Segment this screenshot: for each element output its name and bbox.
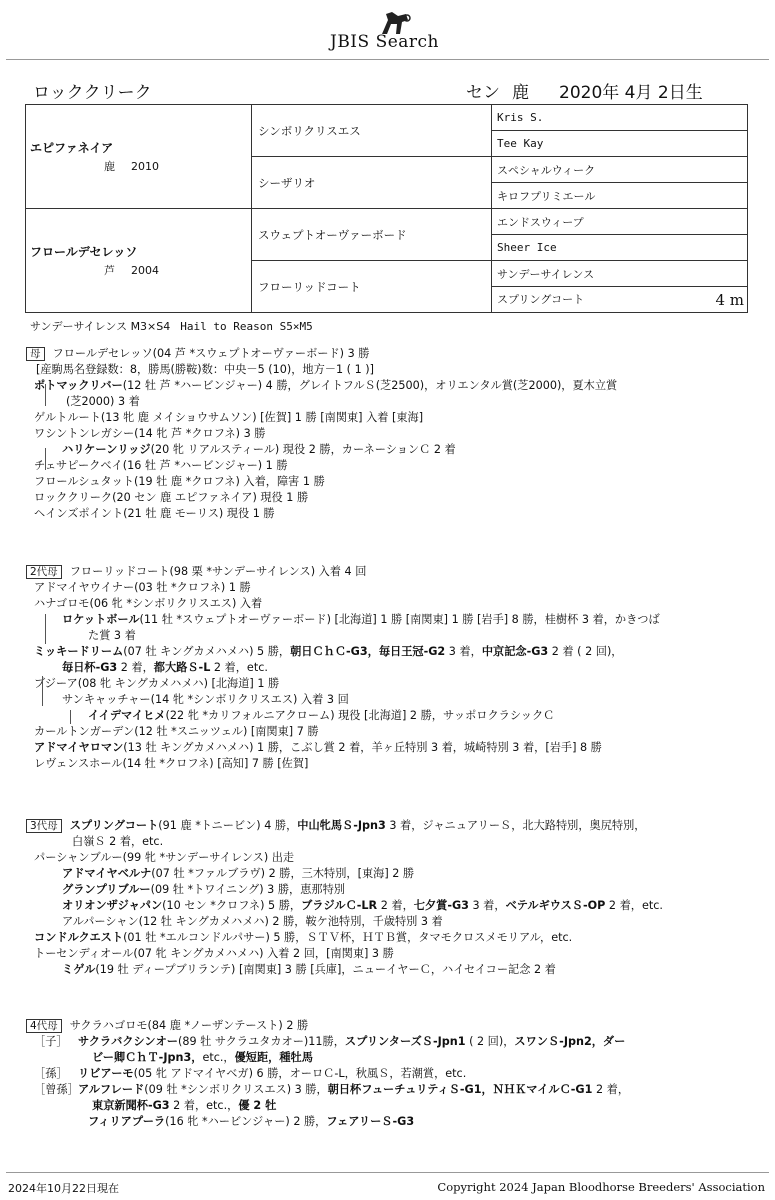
progeny-line: ブジーア(08 牝 キングカメハメハ) [北海道] 1 勝 <box>34 677 280 690</box>
progeny-name[interactable]: オリオンザジャパン <box>62 899 163 912</box>
progeny-line: チェサピークベイ(16 牡 芦 *ハービンジャー) 1 勝 <box>34 459 288 472</box>
tree-line <box>70 710 71 724</box>
progeny-name[interactable]: リビアーモ <box>78 1067 134 1080</box>
progeny-name[interactable]: ポトマックリバー <box>34 379 123 392</box>
section-tag-dam: 母 <box>26 347 45 361</box>
inbreeding-b: Hail to Reason S5×M5 <box>180 320 313 333</box>
horse-sex: セン <box>466 83 500 103</box>
tree-line <box>42 676 43 706</box>
section-3rd-dam: 3代母 スプリングコート(91 鹿 *トニービン) 4 勝，中山牝馬Ｓ-Jpn3 3 着，ジャニュアリーＳ，北大路特別，奥尻特別， 白嶺Ｓ 2 着，etc. パーシャンブルー(99 牝 *サンデーサイレンス) 出走 アドマイヤベルナ(07 牡 *ファルブラヴ) 2 勝，三木特別，[東海] 2 勝 グランプリブルー(09 牡 *トワイニング) 3 勝，恵那特別 オリオンザジャパン(10 セン *クロフネ) 5 勝，ブラジルＣ-LR 2 着，七夕賞-G3 3 着，ベテルギウスＳ-OP 2 着，etc. アルパーシャン(12 牡 キングカメハメハ) 2 勝，鞍ケ池特別，千歳特別 3 着 コンドルクエスト(01 牡 *エルコンドルパサー) 5 勝，ＳＴＶ杯，ＨＴＢ賞，タマモクロスメモリアル，etc. トーセンディオール(07 牝 キングカメハメハ) 入着 2 回，[南関東] 3 勝 ミゲル(19 牡 ディープブリランテ) [南関東] 3 勝 [兵庫]，ニューイヤーＣ，ハイセイコー記念 2 着 <box>26 818 663 978</box>
pedigree-sds[interactable]: スペシャルウィーク <box>492 157 748 183</box>
progeny-name[interactable]: ミゲル <box>62 963 96 976</box>
dam-year: 2004 <box>131 264 159 277</box>
relation-label: ［子］ <box>34 1035 68 1048</box>
progeny-name[interactable]: コンドルクエスト <box>34 931 124 944</box>
section-tag-3rd-dam: 3代母 <box>26 819 62 833</box>
progeny-name[interactable]: アドマイヤベルナ <box>62 867 152 880</box>
progeny-line: フロールシュタット(19 牡 鹿 *クロフネ) 入着，障害 1 勝 <box>34 475 325 488</box>
progeny-line: アドマイヤウイナー(03 牡 *クロフネ) 1 勝 <box>34 581 251 594</box>
relation-label: ［曾孫］ <box>34 1083 79 1096</box>
progeny-line: ワシントンレガシー(14 牝 芦 *クロフネ) 3 勝 <box>34 427 266 440</box>
pedigree-dam[interactable] <box>26 209 252 313</box>
progeny-name[interactable]: アルフレード <box>78 1083 145 1096</box>
pedigree-sire[interactable] <box>26 105 252 209</box>
dam-name[interactable]: フロールデセレッソ <box>30 245 138 259</box>
progeny-name[interactable]: アドマイヤロマン <box>34 741 124 754</box>
relation-label: ［孫］ <box>34 1067 68 1080</box>
progeny-name[interactable]: イイデマイヒメ <box>88 709 166 722</box>
progeny-line: ハナゴロモ(06 牝 *シンボリクリスエス) 入着 <box>34 597 263 610</box>
progeny-line: レヴェンスホール(14 牡 *クロフネ) [高知] 7 勝 [佐賀] <box>34 757 309 770</box>
section-granddam: 2代母 フローリッドコート(98 栗 *サンデーサイレンス) 入着 4 回 アドマイヤウイナー(03 牡 *クロフネ) 1 勝 ハナゴロモ(06 牝 *シンボリクリスエス) 入着 ロケットボール(11 牡 *スウェプトオーヴァーボード) [北海道] 1 勝 [南関東] 1 勝 [岩手] 8 勝，桂樹杯 3 着，かきつば た賞 3 着 ミッキードリーム(07 牡 キングカメハメハ) 5 勝，朝日ＣｈＣ-G3，毎日王冠-G2 3 着，中京記念-G3 2 着 ( 2 回)， 毎日杯-G3 2 着，都大路Ｓ-L 2 着，etc. ブジーア(08 牝 キングカメハメハ) [北海道] 1 勝 サンキャッチャー(14 牝 *シンボリクリスエス) 入着 3 回 イイデマイヒメ(22 牝 *カリフォルニアクローム) 現役 [北海道] 2 勝，サッポロクラシックＣ カールトンガーデン(12 牡 *スニッツェル) [南関東] 7 勝 アドマイヤロマン(13 牡 キングカメハメハ) 1 勝，こぶし賞 2 着，羊ヶ丘特別 3 着，城崎特別 3 着，[岩手] 8 勝 レヴェンスホール(14 牡 *クロフネ) [高知] 7 勝 [佐賀] <box>26 564 660 772</box>
progeny-name[interactable]: フィリアプーラ <box>88 1115 166 1128</box>
logo-text: JBIS Search <box>330 32 440 52</box>
footer-divider <box>6 1172 769 1173</box>
pedigree-dsd[interactable]: Sheer Ice <box>492 235 748 261</box>
progeny-line: ロッククリーク(20 セン 鹿 エピファネイア) 現役 1 勝 <box>34 491 309 504</box>
progeny-name[interactable]: ハリケーンリッジ <box>62 443 151 456</box>
progeny-line: トーセンディオール(07 牝 キングカメハメハ) 入着 2 回，[南関東] 3 勝 <box>34 947 394 960</box>
tree-line <box>45 614 46 644</box>
progeny-name[interactable]: スプリングコート <box>69 819 159 832</box>
horse-name: ロッククリーク <box>33 83 152 103</box>
section-dam: 母 フロールデセレッソ(04 芦 *スウェプトオーヴァーボード) 3 勝 [産駒馬名登録数：8，勝馬(勝鞍)数：中央－5 (10)，地方－1 ( 1 )] ポトマックリバー(12 牡 芦 *ハービンジャー) 4 勝，グレイトフルＳ(芝2500)，オリエンタル賞(芝2000)，夏木立賞 (芝2000) 3 着 ゲルトルート(13 牝 鹿 メイショウサムソン) [佐賀] 1 勝 [南関東] 入着 [東海] ワシントンレガシー(14 牝 芦 *クロフネ) 3 勝 ハリケーンリッジ(20 牝 リアルスティール) 現役 2 勝，カーネーションＣ 2 着 チェサピークベイ(16 牡 芦 *ハービンジャー) 1 勝 フロールシュタット(19 牡 鹿 *クロフネ) 入着，障害 1 勝 ロッククリーク(20 セン 鹿 エピファネイア) 現役 1 勝 ヘインズポイント(21 牡 鹿 モーリス) 現役 1 勝 <box>26 346 617 522</box>
horse-color: 鹿 <box>512 83 529 103</box>
progeny-name[interactable]: ミッキードリーム <box>34 645 124 658</box>
pedigree-sdd[interactable]: キロフプリミエール <box>492 183 748 209</box>
progeny-line: ヘインズポイント(21 牡 鹿 モーリス) 現役 1 勝 <box>34 507 275 520</box>
section-4th-dam: 4代母 サクラハゴロモ(84 鹿 *ノーザンテースト) 2 勝 ［子］ サクラバクシンオー(89 牡 サクラユタカオー)11勝，スプリンターズＳ-Jpn1 ( 2 回)，スワンＳ-Jpn2，ダー ビー卿ＣｈＴ-Jpn3，etc.，優短距，種牡馬 ［孫］ リビアーモ(05 牝 アドマイヤベガ) 6 勝，オーロＣ-L，秋風Ｓ，若潮賞，etc. ［曾孫］アルフレード(09 牡 *シンボリクリスエス) 3 勝，朝日杯フューチュリティＳ-G1，ＮＨＫマイルＣ-G1 2 着， 東京新聞杯-G3 2 着，etc.，優 2 牡 フィリアプーラ(16 牝 *ハービンジャー) 2 勝，フェアリーＳ-G3 <box>26 1018 629 1130</box>
section-tag-4th-dam: 4代母 <box>26 1019 62 1033</box>
progeny-name[interactable]: サクラバクシンオー <box>78 1035 178 1048</box>
as-of-date: 2024年10月22日現在 <box>8 1182 119 1195</box>
dam-summary: フロールデセレッソ(04 芦 *スウェプトオーヴァーボード) 3 勝 <box>52 347 370 360</box>
pedigree-sss[interactable]: Kris S. <box>492 105 748 131</box>
jbis-logo[interactable] <box>330 10 460 54</box>
pedigree-ds[interactable]: スウェプトオーヴァーボード <box>252 209 492 261</box>
progeny-line: サンキャッチャー(14 牝 *シンボリクリスエス) 入着 3 回 <box>62 693 349 706</box>
inbreeding-a: サンデーサイレンス M3×S4 <box>30 320 171 333</box>
pedigree-ssd[interactable]: Tee Kay <box>492 131 748 157</box>
progeny-name[interactable]: グランプリブルー <box>62 883 151 896</box>
pedigree-ddd-cell[interactable] <box>492 287 748 313</box>
progeny-line: カールトンガーデン(12 牡 *スニッツェル) [南関東] 7 勝 <box>34 725 319 738</box>
header-divider <box>6 59 769 60</box>
dam-progeny-stats: [産駒馬名登録数：8，勝馬(勝鞍)数：中央－5 (10)，地方－1 ( 1 )] <box>36 363 374 376</box>
tree-line <box>45 448 46 470</box>
copyright: Copyright 2024 Japan Bloodhorse Breeders' Association <box>437 1180 765 1194</box>
progeny-line: パーシャンブルー(99 牝 *サンデーサイレンス) 出走 <box>34 851 295 864</box>
tree-line <box>45 384 46 406</box>
pedigree-sd[interactable]: シーザリオ <box>252 157 492 209</box>
progeny-line: ゲルトルート(13 牝 鹿 メイショウサムソン) [佐賀] 1 勝 [南関東] 入着 [東海] <box>34 411 424 424</box>
progeny-line: アルパーシャン(12 牡 キングカメハメハ) 2 勝，鞍ケ池特別，千歳特別 3 着 <box>62 915 443 928</box>
pedigree-dss[interactable]: エンドスウィープ <box>492 209 748 235</box>
pedigree-table <box>25 104 748 313</box>
horse-birth: 2020年 4月 2日生 <box>559 83 703 103</box>
pedigree-dd[interactable]: フローリッドコート <box>252 261 492 313</box>
section-tag-granddam: 2代母 <box>26 565 62 579</box>
progeny-name[interactable]: ロケットボール <box>62 613 140 626</box>
sire-name[interactable]: エピファネイア <box>30 141 114 155</box>
family-number: 4 m <box>715 290 744 309</box>
pedigree-ddd[interactable]: スプリングコート <box>497 292 585 306</box>
sire-color: 鹿 <box>104 160 115 173</box>
pedigree-ss[interactable]: シンボリクリスエス <box>252 105 492 157</box>
sire-year: 2010 <box>131 160 159 173</box>
dam-color: 芦 <box>104 264 115 277</box>
pedigree-dds[interactable]: サンデーサイレンス <box>492 261 748 287</box>
inbreeding-line <box>30 318 313 334</box>
horse-info <box>466 78 715 103</box>
